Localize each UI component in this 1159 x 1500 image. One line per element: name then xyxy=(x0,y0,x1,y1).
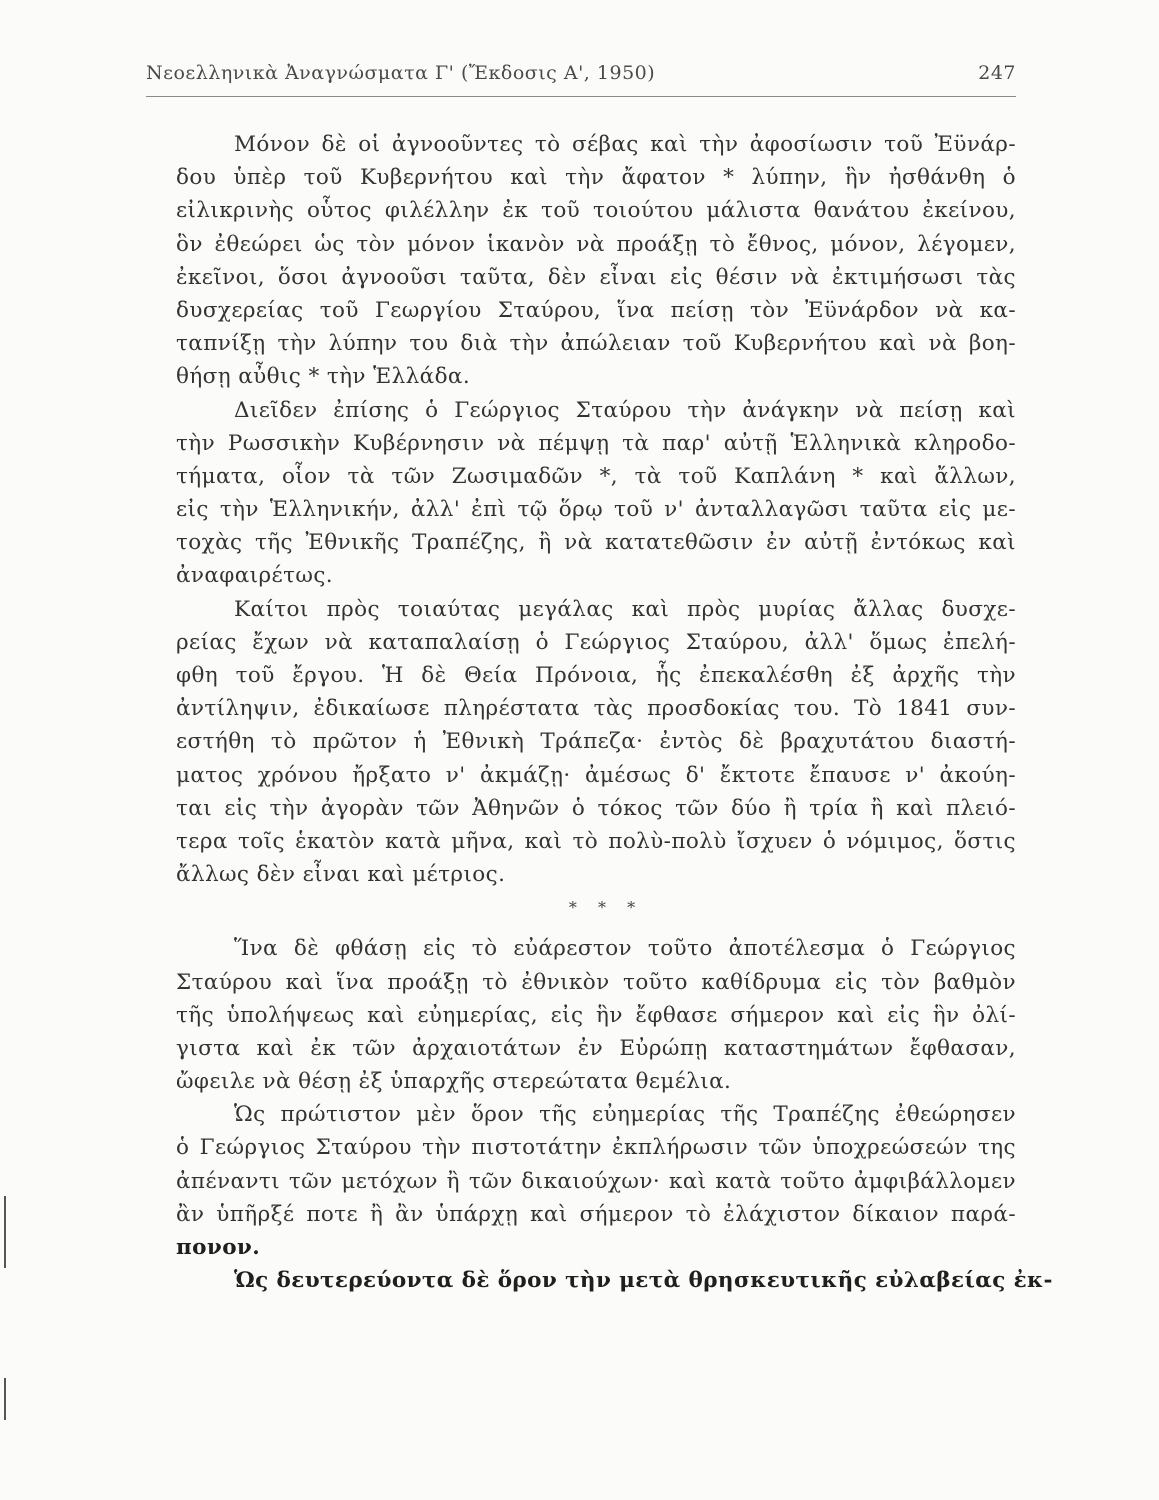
paragraph-3 xyxy=(176,593,1016,892)
section-separator: * * * xyxy=(568,898,644,918)
text-line: εἰλικρινὴς οὗτος φιλέλλην ἐκ τοῦ τοιούτου μάλιστα θανάτου ἐκείνου, xyxy=(176,198,1016,224)
text-line: ὤφειλε νὰ θέσῃ ἐξ ὑπαρχῆς στερεώτατα θεμέλια. xyxy=(176,1069,732,1095)
text-line: ἐκεῖνοι, ὅσοι ἀγνοοῦσι ταῦτα, δὲν εἶναι εἰς θέσιν νὰ ἐκτιμήσωσι τὰς xyxy=(176,264,1016,290)
body-text xyxy=(176,128,1053,1297)
running-title: Νεοελληνικὰ Ἀναγνώσματα Γ' (Ἔκδοσις Α', 1950) xyxy=(146,62,656,84)
text-line: Ἵνα δὲ φθάσῃ εἰς τὸ εὐάρεστον τοῦτο ἀποτέλεσμα ὁ Γεώργιος xyxy=(234,936,1016,962)
text-line: εἰς τὴν Ἑλληνικήν, ἀλλ' ἐπὶ τῷ ὅρῳ τοῦ ν' ἀνταλλαγῶσι ταῦτα εἰς με- xyxy=(176,497,1016,523)
paragraph-2 xyxy=(176,394,1016,593)
text-line: γιστα καὶ ἐκ τῶν ἀρχαιοτάτων ἐν Εὐρώπῃ καταστημάτων ἔφθασαν, xyxy=(176,1035,1016,1061)
text-line: Διεῖδεν ἐπίσης ὁ Γεώργιος Σταύρου τὴν ἀνάγκην νὰ πείσῃ καὶ xyxy=(234,397,1016,423)
text-line: Ὡς πρώτιστον μὲν ὅρον τῆς εὐημερίας τῆς Τραπέζης ἐθεώρησεν xyxy=(234,1102,1016,1128)
paragraph-1 xyxy=(176,128,1016,394)
text-line: ἀναφαιρέτως. xyxy=(176,563,333,589)
text-line: ματος χρόνου ἤρξατο ν' ἀκμάζῃ· ἀμέσως δ' ἔκτοτε ἔπαυσε ν' ἀκούη- xyxy=(176,762,1016,788)
header-rule xyxy=(146,96,1016,97)
text-line: δυσχερείας τοῦ Γεωργίου Σταύρου, ἵνα πείσῃ τὸν Ἐϋνάρδον νὰ κα- xyxy=(176,297,1016,323)
spacer xyxy=(176,924,1016,932)
text-line: τῆς ὑπολήψεως καὶ εὐημερίας, εἰς ἣν ἔφθασε σήμερον καὶ εἰς ἣν ὀλί- xyxy=(176,1002,1016,1028)
text-line: ταπνίξῃ τὴν λύπην του διὰ τὴν ἀπώλειαν τοῦ Κυβερνήτου καὶ νὰ βοη- xyxy=(176,331,1016,357)
text-line: Μόνον δὲ οἱ ἀγνοοῦντες τὸ σέβας καὶ τὴν ἀφοσίωσιν τοῦ Ἐϋνάρ- xyxy=(234,132,1016,157)
paragraph-5 xyxy=(176,1098,1016,1264)
text-line: ὃν ἐθεώρει ὡς τὸν μόνον ἱκανὸν νὰ προάξῃ τὸ ἔθνος, μόνον, λέγομεν, xyxy=(176,231,1016,257)
text-line: τοχὰς τῆς Ἐθνικῆς Τραπέζης, ἢ νὰ κατατεθῶσιν ἐν αὐτῇ ἐντόκως καὶ xyxy=(176,530,1016,556)
text-line: δου ὑπὲρ τοῦ Κυβερνήτου καὶ τὴν ἄφατον * λύπην, ἣν ἠσθάνθη ὁ xyxy=(176,165,1016,191)
scan-edge-mark xyxy=(4,1196,6,1268)
text-line: Σταύρου καὶ ἵνα προάξῃ τὸ ἐθνικὸν τοῦτο καθίδρυμα εἰς τὸν βαθμὸν xyxy=(176,969,1016,995)
text-line: τερα τοῖς ἑκατὸν κατὰ μῆνα, καὶ τὸ πολὺ-πολὺ ἴσχυεν ὁ νόμιμος, ὅστις xyxy=(176,828,1016,854)
text-line: τήματα, οἷον τὰ τῶν Ζωσιμαδῶν *, τὰ τοῦ Καπλάνη * καὶ ἄλλων, xyxy=(176,463,1016,489)
text-line: ἄλλως δὲν εἶναι καὶ μέτριος. xyxy=(176,862,506,888)
text-line: θήσῃ αὖθις * τὴν Ἑλλάδα. xyxy=(176,364,471,390)
scan-edge-mark xyxy=(4,1378,6,1420)
text-line: πονον. xyxy=(176,1235,261,1260)
text-line: Ὡς δευτερεύοντα δὲ ὅρον τὴν μετὰ θρησκευτικῆς εὐλαβείας ἐκ- xyxy=(234,1268,1053,1294)
text-line: φθη τοῦ ἔργου. Ἡ δὲ Θεία Πρόνοια, ἧς ἐπεκαλέσθη ἐξ ἀρχῆς τὴν xyxy=(176,663,1016,688)
page-number: 247 xyxy=(978,62,1016,84)
text-line: Καίτοι πρὸς τοιαύτας μεγάλας καὶ πρὸς μυρίας ἄλλας δυσχε- xyxy=(234,596,1016,622)
text-line: ἀντίληψιν, ἐδικαίωσε πληρέστατα τὰς προσδοκίας του. Τὸ 1841 συν- xyxy=(176,696,1016,722)
page-header xyxy=(146,62,1016,94)
text-line: ρείας ἔχων νὰ καταπαλαίσῃ ὁ Γεώργιος Σταύρου, ἀλλ' ὅμως ἐπελή- xyxy=(176,629,1016,655)
text-line: ἂν ὑπῆρξέ ποτε ἢ ἂν ὑπάρχῃ καὶ σήμερον τὸ ἐλάχιστον δίκαιον παρά- xyxy=(176,1201,1016,1227)
text-line: εστήθη τὸ πρῶτον ἡ Ἐθνικὴ Τράπεζα· ἐντὸς δὲ βραχυτάτου διαστή- xyxy=(176,729,1016,755)
text-line: ται εἰς τὴν ἀγορὰν τῶν Ἀθηνῶν ὁ τόκος τῶν δύο ἢ τρία ἢ καὶ πλειό- xyxy=(176,795,1016,821)
text-line: τὴν Ρωσσικὴν Κυβέρνησιν νὰ πέμψῃ τὰ παρ' αὐτῇ Ἑλληνικὰ κληροδο- xyxy=(176,430,1016,456)
paragraph-4 xyxy=(176,932,1016,1098)
paragraph-6 xyxy=(176,1264,1053,1297)
text-line: ἀπέναντι τῶν μετόχων ἢ τῶν δικαιούχων· καὶ κατὰ τοῦτο ἀμφιβάλλομεν xyxy=(176,1168,1016,1194)
text-line: ὁ Γεώργιος Σταύρου τὴν πιστοτάτην ἐκπλήρωσιν τῶν ὑποχρεώσεών της xyxy=(176,1135,1016,1161)
